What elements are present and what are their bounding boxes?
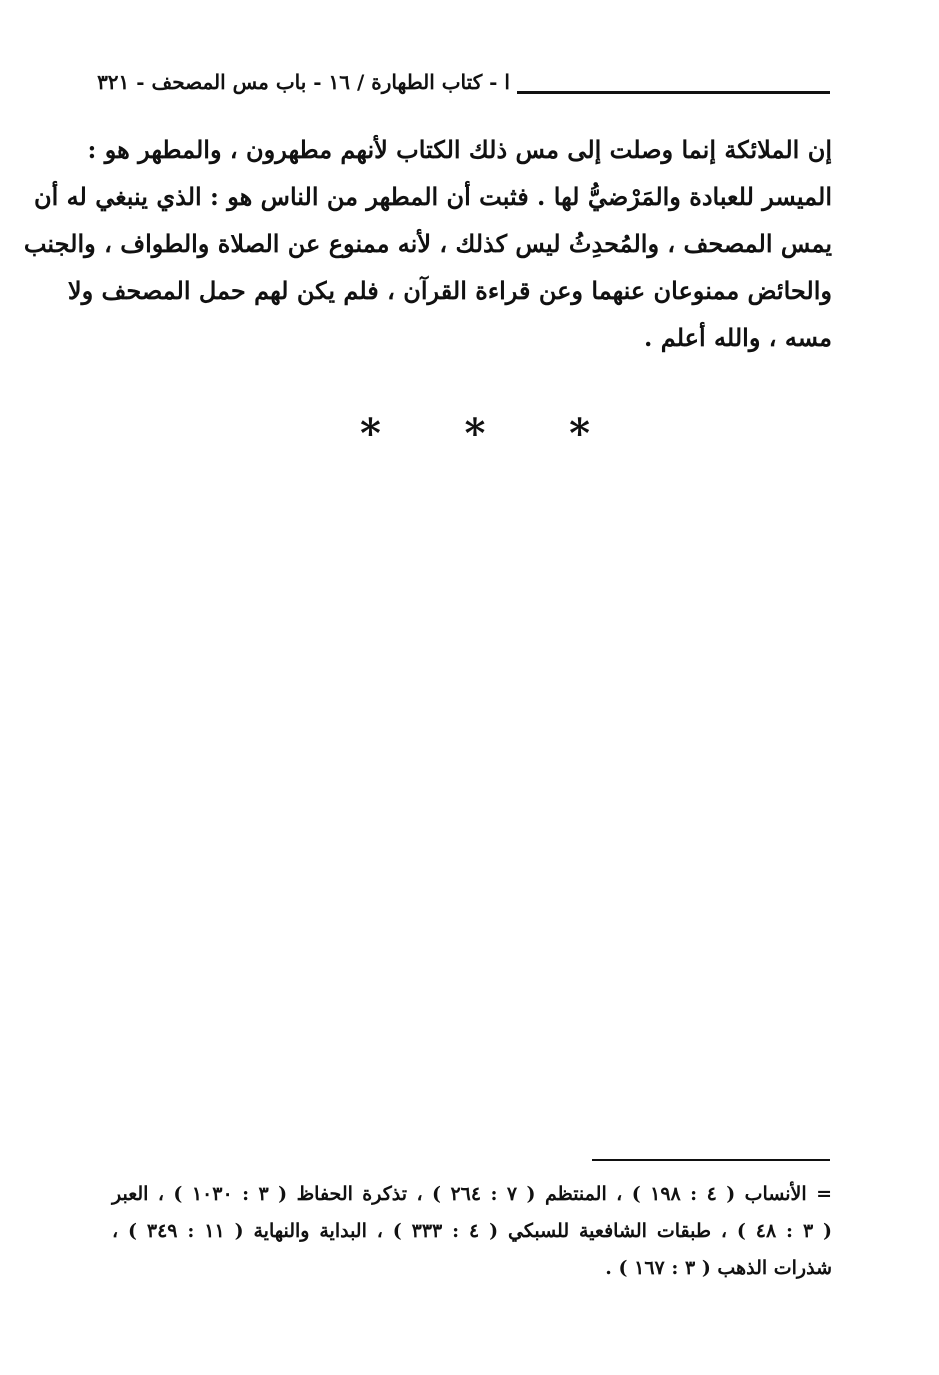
asterisk-icon: * [464, 410, 486, 457]
text-line: إن الملائكة إنما وصلت إلى مس ذلك الكتاب لأنهم مطهرون ، والمطهر هو : [87, 135, 832, 164]
text-line: يمس المصحف ، والمُحدِثُ ليس كذلك ، لأنه ممنوع عن الصلاة والطواف ، والجنب [23, 229, 832, 258]
footnotes [112, 1176, 832, 1287]
footnote-line: ( ٣ : ٤٨ ) ، طبقات الشافعية للسبكي ( ٤ : ٣٣٣ ) ، البداية والنهاية ( ١١ : ٣٤٩ ) ، [112, 1220, 833, 1242]
main-text [23, 126, 832, 361]
asterisk-icon: * [569, 410, 590, 457]
text-line: الميسر للعبادة والمَرْضيُّ لها . فثبت أن المطهر من الناس هو : الذي ينبغي له أن [34, 182, 832, 211]
asterisk-icon: * [360, 410, 381, 457]
footnote-line: شذرات الذهب ( ٣ : ١٦٧ ) . [605, 1257, 832, 1279]
section-separator [360, 410, 590, 457]
header-rule [517, 91, 830, 94]
footnote-rule [592, 1159, 830, 1161]
text-line: والحائض ممنوعان عنهما وعن قراءة القرآن ، فلم يكن لهم حمل المصحف ولا [67, 276, 832, 305]
text-line: مسه ، والله أعلم . [644, 323, 832, 352]
footnote-line: = الأنساب ( ٤ : ١٩٨ ) ، المنتظم ( ٧ : ٢٦٤ ) ، تذكرة الحفاظ ( ٣ : ١٠٣٠ ) ، العبر [112, 1183, 833, 1205]
running-head: ا - كتاب الطهارة / ١٦ - باب مس المصحف - ٣٢١ [97, 70, 510, 94]
